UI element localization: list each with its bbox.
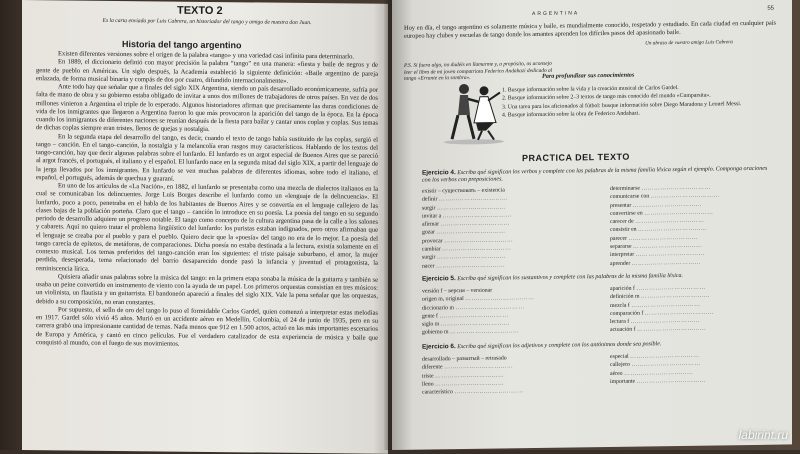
blank-line: …………………………… (435, 380, 505, 388)
list-item: desarrollado – развитый – retrasado (422, 355, 507, 363)
blank-line: …………………………… (440, 220, 510, 228)
list-item: característico (422, 389, 453, 396)
list-item: surgir (422, 254, 436, 261)
blank-line: …………………………… (444, 237, 514, 245)
list-item: nacer (422, 263, 435, 270)
page-number: 55 (767, 5, 774, 12)
list-item: siglo m (422, 321, 440, 328)
blank-line: …………………………… (455, 303, 525, 311)
blank-line: …………………………… (650, 192, 720, 200)
blank-line: …………………………… (454, 388, 524, 396)
list-item: mezcla f (610, 302, 630, 309)
intro-note: Es la carta enviada por Luis Cabrera, un historiador del tango y amigo de nuestra don Juan. (102, 17, 312, 27)
blank-line: …………………………… (631, 360, 701, 368)
blank-line: …………………………… (638, 226, 708, 234)
blank-line: …………………………… (636, 284, 706, 292)
article-heading: Historia del tango argentino (122, 39, 242, 51)
exercise-5-prompt (422, 271, 772, 284)
watermark-text: labirint (738, 428, 774, 442)
exercise-6-prompt (422, 339, 772, 352)
left-page (22, 0, 388, 454)
blank-line: …………………………… (435, 372, 505, 379)
list-item: diccionario m (422, 304, 455, 312)
watermark (739, 423, 788, 444)
list-item: triste (422, 373, 434, 380)
exercise-5-right-column (610, 284, 714, 335)
blank-line: …………………………… (640, 292, 711, 300)
list-item: 1. Busque información sobre la vida y la creación musical de Carlos Gardel. (502, 84, 679, 94)
practice-title: PRACTICA DEL TEXTO (522, 151, 630, 164)
blank-line: …………………………… (631, 259, 701, 267)
signature-note: Un abrazo de vuestro amigo Luis Cabrera (645, 39, 733, 47)
list-item: determinarse (610, 185, 640, 192)
blank-line: …………………………… (644, 209, 714, 217)
exercise-instructions: Escriba qué significan los sustantivos y complete con las palabras de la misma familia léxica. (457, 272, 684, 283)
blank-line: …………………………… (633, 242, 703, 250)
list-item: cambiar (422, 246, 441, 253)
blank-line: …………………………… (438, 195, 509, 203)
list-item: convertirse en (610, 210, 643, 217)
exercise-4-right-column (610, 183, 720, 268)
paragraph: Existen diferentes versiones sobre el origen de la palabra «tango» y una variedad casi infinita para determinarlo. (58, 50, 355, 61)
list-item: interpretar (610, 251, 635, 259)
list-item: aprender (610, 260, 631, 267)
list-item: definición m (610, 293, 640, 301)
blank-line: …………………………… (442, 245, 512, 253)
watermark-suffix: .ru (773, 428, 788, 442)
exercise-6-left-column (422, 354, 524, 397)
list-item: actuación f (610, 327, 636, 334)
list-item: surgir (422, 204, 436, 212)
blank-line: …………………………… (644, 309, 715, 317)
list-item: lleno (422, 381, 434, 388)
blank-line: …………………………… (450, 328, 520, 336)
exercise-instructions: Escriba qué significan los verbos y complete con las palabras de la misma familia léxica según el ejemplo. Componga oraciones con los verbos con preposiciones. (422, 165, 768, 184)
list-item: afirmar (422, 221, 440, 228)
list-item: aéreo (610, 370, 623, 377)
blank-line: …………………………… (637, 326, 707, 334)
exercise-4-left-column (422, 186, 513, 270)
blank-line: …………………………… (631, 301, 701, 309)
blank-line: …………………………… (436, 262, 506, 270)
blank-line: …………………………… (632, 201, 702, 209)
list-item: lectura f (610, 318, 630, 326)
list-item: definir (422, 196, 438, 203)
list-item: gobierno m (422, 329, 449, 337)
exercise-label: Ejercicio 6. (422, 343, 456, 351)
blank-line: …………………………… (465, 295, 535, 303)
blank-line: …………………………… (635, 251, 705, 258)
paragraph: Por supuesto, el sello de oro del tango lo puso el formidable Carlos Gardel, quien comenzó a interpretar estas melodías en 1917. Gardel sólo vivió 45 años. Murió en un accidente aéreo en Medellín, Colombia, el 24 de junio de 1935, pero en su carrera grabó una impresionante cantidad de temas. Nada menos que 912 en 1.500 actos, actuó en las más importantes escenarios de Europa y América, y cantó en cinco películas. Fue el verdadero catalizador de esta experiencia de música y baile que conquistó al mundo, con el fuego de sus movimientos. (36, 306, 378, 348)
list-item: importante (610, 378, 636, 385)
running-header: ARGENTINA (532, 10, 580, 18)
list-item: consistir en (610, 227, 637, 234)
list-item: provocar (422, 238, 443, 245)
paragraph: En uno de los artículos de «La Nación», en 1882, el lunfardo se presentaba como una mezcla de dialectos italianos en la cual se comunicaban los delincuentes. Jorge Luis Borges describe el lunfardo como un «lenguaje de la delincuencia». El lunfardo, poco a poco, penetraba en el habla de los habitantes de Buenos Aires y se convertía en el lenguaje callejero de las clases bajas de la población porteña. Claro que el tango – canción lo introduce en su poesía. La poesía del tango en su segundo periodo de desarrollo adquiere un progreso notable. El tango como concepto de la cultura argentina pasa de la calle a los salones y cabarets. Aquí no quiero tratar el problema lingüístico del lunfardo: los puristas estaban indignados, pero otros afirmaban que el lenguaje se creaba por el pueblo y para el pueblo. Quiero decir que la «poesía» del tango no era de lo mejor. La poesía del tango carecía de epítetos, de metáforas, de comparaciones. Dicha poesía no estaba destinada a la lectura, existía solamente en el contexto musical. Los temas preferidos del tango-canción eran los siguientes: el triste paisaje suburbano, el amor, la mujer perdida, desesperada, tema relacionado del barrio desaparecido donde pasó la infancia y juventud el protagonista, la reminiscencia lírica. (36, 182, 378, 273)
blank-line: …………………………… (444, 363, 514, 371)
paragraph: En la segunda etapa del desarrollo del tango, es decir, cuando el texto de tango había sustituido de las coplas, surgió el tango – canción. En el tango–canción, la nostalgia y la melancolía eran rasgos muy característicos. Hablando de los textos del tango-canción, hay que decir algunas palabras sobre el lunfardo. El lunfardo es un argot especial de Buenos Aires que se pareció al argot francés, el portugués, el italiano y el español. El lunfardo nace en la segunda mitad del siglo XIX, a partir del lenguaje de la jerga llevados por los inmigrantes. En lunfardo se ven muchas palabras de diferentes idiomas, sobre todo el italiano, el español, el portugués, además de quechua y guaraní. (36, 132, 378, 183)
blank-line: …………………………… (439, 312, 509, 320)
list-item: origen m, original (422, 296, 464, 303)
paragraph: Ante todo hay que señalar que a finales del siglo XIX Argentina, siendo un país desarrollado económicamente, sufría por falta de mano de obra y su gobierno estaba obligado de invitar a unos dos millones de trabajadores de otros países. En vez de dos millones vinieron a Argentina el triple de lo esperado. Algunos historiadores afirman que precisamente las duras condiciones de vida de los inmigrantes que llegaron a Argentina fueron lo que más provocaron la aparición del tango de la época. En la época cuando los inmigrantes de diferentes naciones se reunían después de la fiesta para bailar y cantar unos coplas y coplas. Sus temas de dichas coplas siempre eran tristes, llenos de quejas y nostalgia. (36, 83, 378, 134)
list-item: 4. Busque información sobre la obra de Federico Andahazi. (502, 110, 640, 119)
closing-paragraph: Hoy en día, el tango argentino es solamente música y baile, es mundialmente conocido, respetado y estudiado. En cada ciudad en cualquier país europeo hay clubes y escuelas de tango donde los amantes aprenden los difíciles pasos del apasionado baile. (404, 19, 776, 40)
blank-line: …………………………… (635, 217, 705, 225)
exercise-label: Ejercicio 5. (422, 275, 456, 283)
deepen-knowledge-title: Para profundizar sus conocimientos (542, 71, 635, 80)
list-item: comunicarse con (610, 193, 650, 201)
list-item: gozar (422, 229, 435, 237)
list-item: 2. Busque información sobre 2–3 textos de tango más conocido del mundo «Cumparsita». (502, 92, 711, 102)
blank-line: …………………………… (636, 377, 706, 385)
postscript: P.S. Si fuera algo, no dudéis en llamarme y, a propósito, os aconsejo leer el libro de mi joven compatriota Federico Andahazi dedicado al tango «Errante en la sombra». (404, 60, 553, 83)
blank-line: …………………………… (630, 317, 700, 325)
blank-line: …………………………… (436, 253, 507, 261)
blank-line: …………………………… (641, 184, 711, 192)
paragraph: Quisiera añadir unas palabras sobre la música del tango: en la primera etapa sonaba la música de la guitarra y también se usaba un peine convertido en instrumento de viento con la ayuda de un papel. Los primeros orquestas consistían en tres músicos: un violinista, un flautista y un guitarrista. El bandoneón apareció a finales del siglo XIX. Vale la pena señalar que las orquestas, debido a su composición, no eran constantes. (36, 273, 378, 306)
blank-line: …………………………… (628, 234, 698, 242)
blank-line: …………………………… (436, 203, 507, 211)
exercise-5-left-column (422, 286, 534, 337)
list-item: diferente (422, 364, 443, 371)
exercise-4-prompt (422, 165, 772, 186)
list-item: presentar (610, 202, 632, 209)
exercise-instructions: Escriba qué significan los adjetivos y complete con los antónimos donde sea posible. (457, 341, 662, 351)
list-item: parecer (610, 235, 628, 242)
text-title: TEXTO 2 (177, 4, 223, 18)
list-item: invitar a (422, 213, 442, 220)
blank-line: …………………………… (442, 212, 512, 220)
right-page (392, 0, 792, 450)
blank-line: …………………………… (440, 320, 510, 328)
list-item: callejero (610, 361, 630, 369)
exercise-6-right-column (610, 352, 706, 387)
list-item: 3. Una tarea para los aficionados al fútbol: busque información sobre Diego Maradona y Leonel Messi. (502, 100, 742, 111)
blank-line: …………………………… (436, 228, 506, 236)
article-body (36, 50, 378, 351)
list-item: separarse (610, 243, 632, 251)
list-item: versión f – версия – versionar (422, 287, 493, 295)
blank-line: …………………………… (630, 352, 700, 360)
list-item: especial (610, 353, 629, 360)
list-item: carecer de (610, 218, 634, 226)
list-item: gente f (422, 313, 438, 320)
task-list (502, 84, 772, 121)
list-item: comparación f (610, 310, 644, 317)
paragraph: En 1889, el diccionario definió con mayor precisión la palabra “tango” en una manera: «fiesta y baile de negros y de gente de pueblo en Américas. Un siglo después, la Academia estableció la siguiente definición: «Baile argentino de pareja enlazada, de forma musical binaria y compás de dos por cuatro, difundido internacionalmente». (36, 58, 378, 85)
list-item: aparición f (610, 285, 635, 292)
blank-line: …………………………… (624, 369, 694, 377)
list-item: existir – существовать – existencia (422, 187, 505, 195)
exercise-label: Ejercicio 4. (422, 169, 456, 177)
